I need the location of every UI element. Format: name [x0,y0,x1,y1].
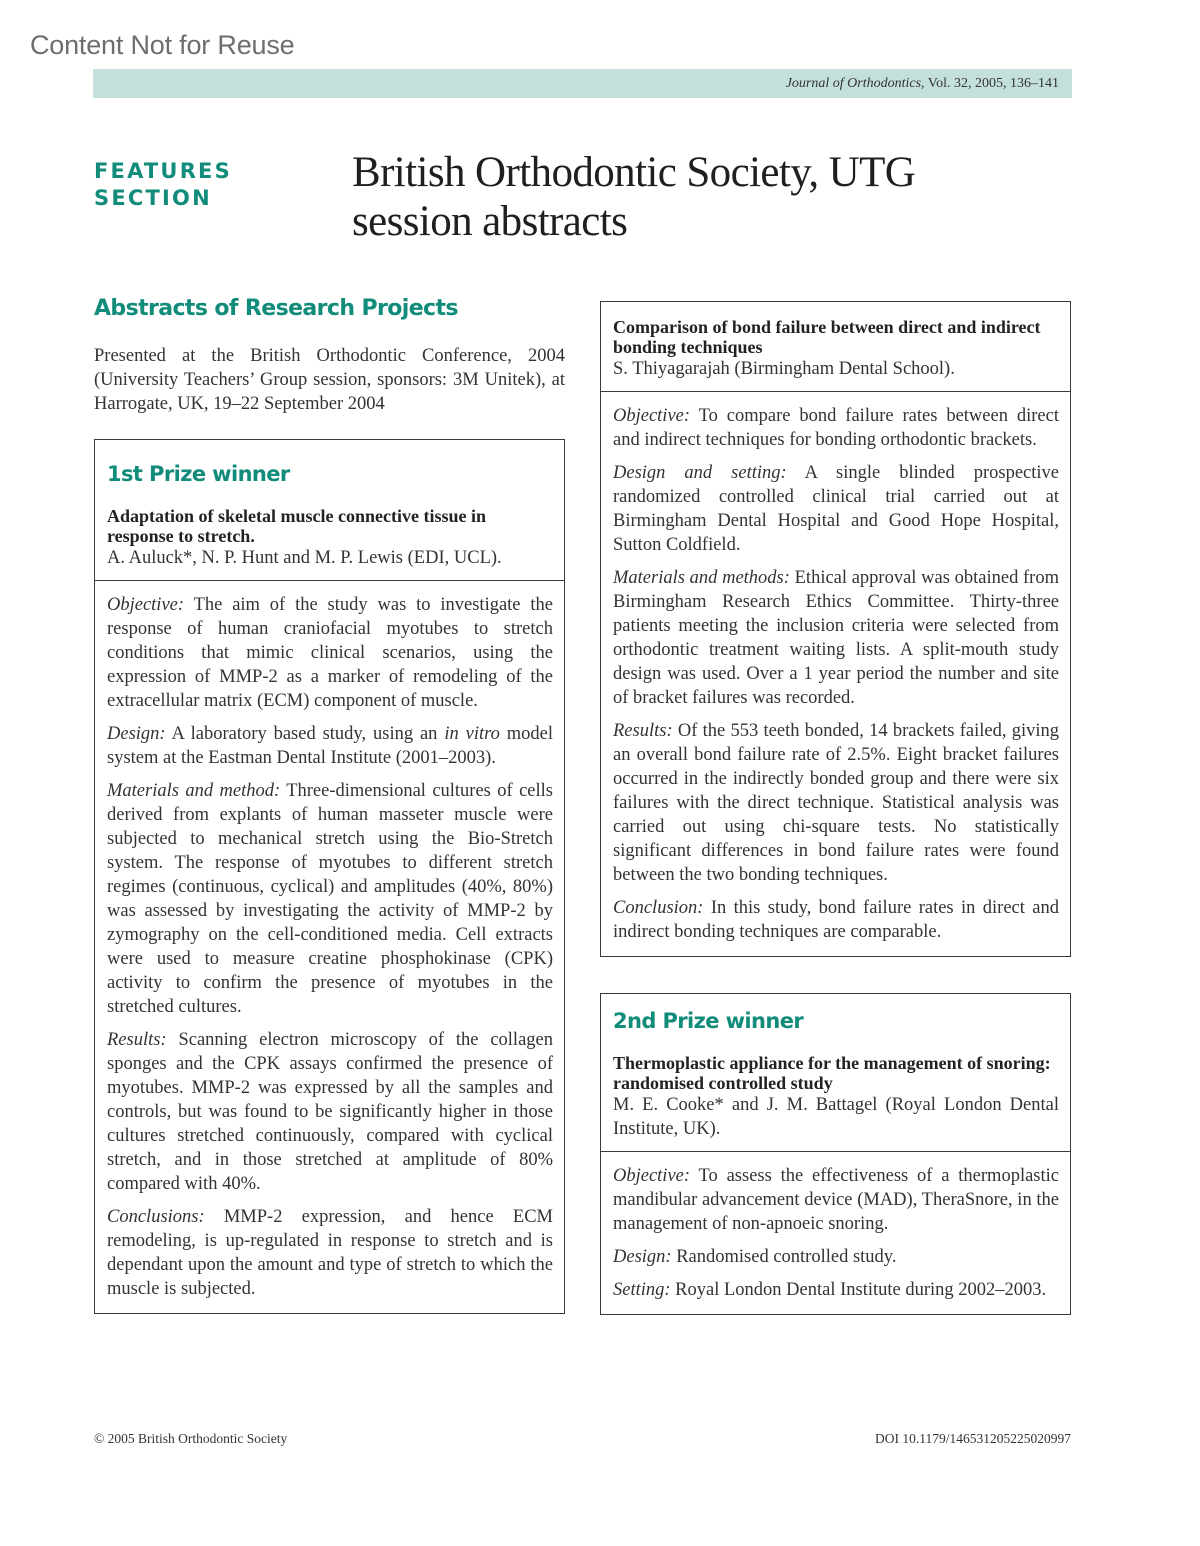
objective-paragraph [107,593,553,713]
paragraph-label: Conclusion: [613,898,704,918]
paragraph-text: The aim of the study was to investigate the response of human craniofacial myotubes to stretch conditions that mimic clinical scenarios, using the expression of MMP-2 as a marker of remodeling of the extracellular matrix (ECM) component of muscle. [107,595,553,711]
conclusion-paragraph [613,896,1059,944]
setting-paragraph [613,1278,1059,1302]
page-title [352,148,1052,246]
results-paragraph [107,1028,553,1196]
paragraph-italic-term: in vitro [444,724,500,744]
section-heading: Abstracts of Research Projects [94,296,458,321]
paragraph-text: Randomised controlled study. [671,1247,897,1267]
journal-name: Journal of Orthodontics [785,75,922,91]
abstract-box-second-prize [600,993,1071,1315]
abstract-body [601,392,1070,956]
abstract-title: Adaptation of skeletal muscle connective tissue in response to stretch. [107,506,486,546]
paragraph-label: Objective: [613,1166,691,1186]
abstract-title: Comparison of bond failure between direct and indirect bonding techniques [613,317,1041,357]
abstract-authors: S. Thiyagarajah (Birmingham Dental School). [613,359,955,379]
paragraph-label: Materials and method: [107,781,281,801]
abstract-header [95,440,564,581]
design-paragraph [107,722,553,770]
paragraph-label: Setting: [613,1280,671,1300]
paragraph-text: Royal London Dental Institute during 2002–2003. [670,1280,1047,1300]
paragraph-label: Design: [107,724,166,744]
abstract-header [601,994,1070,1152]
paragraph-text: A single blinded prospective randomized controlled clinical trial carried out at Birmingham Dental Hospital and Good Hope Hospital, Sutton Coldfield. [613,463,1060,555]
section-label-line: SECTION [94,186,212,210]
paragraph-text: To compare bond failure rates between direct and indirect techniques for bonding orthodontic brackets. [613,406,1059,450]
journal-citation: , Vol. 32, 2005, 136–141 [921,75,1059,91]
results-paragraph [613,719,1059,887]
paragraph-label: Design and setting: [613,463,787,483]
paragraph-text: Three-dimensional cultures of cells derived from explants of human masseter muscle were subjected to mechanical stretch using the Bio-Stretch system. The response of myotubes to different stretch regimes (continuous, cyclical) and amplitudes (40%, 80%) was assessed by investigating the activity of MMP-2 by zymography on the cell-conditioned media. Cell extracts were used to measure creatine phosphokinase (CPK) activity to confirm the presence of myotubes in the stretched cultures. [107,781,553,1017]
objective-paragraph [613,1164,1059,1236]
abstract-body [601,1152,1070,1314]
left-column [94,296,565,1314]
abstract-authors: A. Auluck*, N. P. Hunt and M. P. Lewis (EDI, UCL). [107,548,502,568]
design-paragraph [613,1245,1059,1269]
abstract-header [601,302,1070,392]
paragraph-text: To assess the effectiveness of a thermoplastic mandibular advancement device (MAD), TheraSnore, in the management of non-apnoeic snoring. [613,1166,1059,1234]
paragraph-text: In this study, bond failure rates in direct and indirect bonding techniques are comparable. [613,898,1059,942]
intro-paragraph: Presented at the British Orthodontic Conference, 2004 (University Teachers’ Group session, sponsors: 3M Unitek), at Harrogate, UK, 19–22 September 2004 [94,346,565,414]
paragraph-text: MMP-2 expression, and hence ECM remodeling, is up-regulated in response to stretch and is dependant upon the amount and type of stretch to which the muscle is subjected. [107,1207,553,1299]
page-title-line: British Orthodontic Society, UTG [352,149,916,196]
paragraph-text: Ethical approval was obtained from Birmingham Research Ethics Committee. Thirty-three patients meeting the inclusion criteria were selected from orthodontic treatment waiting lists. A split-mouth study design was used. Over a 1 year period the number and site of bracket failures was recorded. [613,568,1059,708]
abstract-body [95,581,564,1313]
paragraph-label: Materials and methods: [613,568,790,588]
objective-paragraph [613,404,1059,452]
paragraph-label: Results: [613,721,673,741]
abstract-box-bond-failure [600,301,1071,957]
conclusions-paragraph [107,1205,553,1301]
footer-doi: DOI 10.1179/146531205225020997 [875,1431,1071,1446]
section-label [94,158,232,212]
watermark: Content Not for Reuse [30,30,295,60]
abstract-box-first-prize [94,439,565,1314]
paragraph-label: Design: [613,1247,672,1267]
prize-label: 2nd Prize winner [613,1009,804,1033]
paragraph-text: model system at the Eastman Dental Institute (2001–2003). [107,724,553,768]
running-head [93,69,1072,98]
paragraph-text: A laboratory based study, using an [165,724,445,744]
methods-paragraph [107,779,553,1019]
abstract-title: Thermoplastic appliance for the management of snoring: randomised controlled study [613,1053,1051,1093]
right-column [600,301,1071,1315]
methods-paragraph [613,566,1059,710]
paragraph-label: Results: [107,1030,167,1050]
section-label-line: FEATURES [94,159,232,183]
paragraph-text: Of the 553 teeth bonded, 14 brackets failed, giving an overall bond failure rate of 2.5%. Eight bracket failures occurred in the indirectly bonded group and there were six failures with the direct technique. Statistical analysis was carried out using chi-square tests. No statistically significant differences in bond failure rates were found between the two bonding techniques. [613,721,1059,885]
design-paragraph [613,461,1059,557]
page-title-line: session abstracts [352,198,628,245]
footer-copyright: © 2005 British Orthodontic Society [94,1431,288,1446]
abstract-authors: M. E. Cooke* and J. M. Battagel (Royal London Dental Institute, UK). [613,1095,1059,1139]
paragraph-label: Objective: [107,595,185,615]
paragraph-label: Objective: [613,406,691,426]
paragraph-text: Scanning electron microscopy of the collagen sponges and the CPK assays confirmed the presence of myotubes. MMP-2 was expressed by all the samples and controls, but was found to be significantly higher in those cultures stretched continuously, compared with cyclical stretch, and in those stretched at amplitude of 80% compared with 40%. [107,1030,553,1194]
paragraph-label: Conclusions: [107,1207,205,1227]
prize-label: 1st Prize winner [107,462,290,486]
